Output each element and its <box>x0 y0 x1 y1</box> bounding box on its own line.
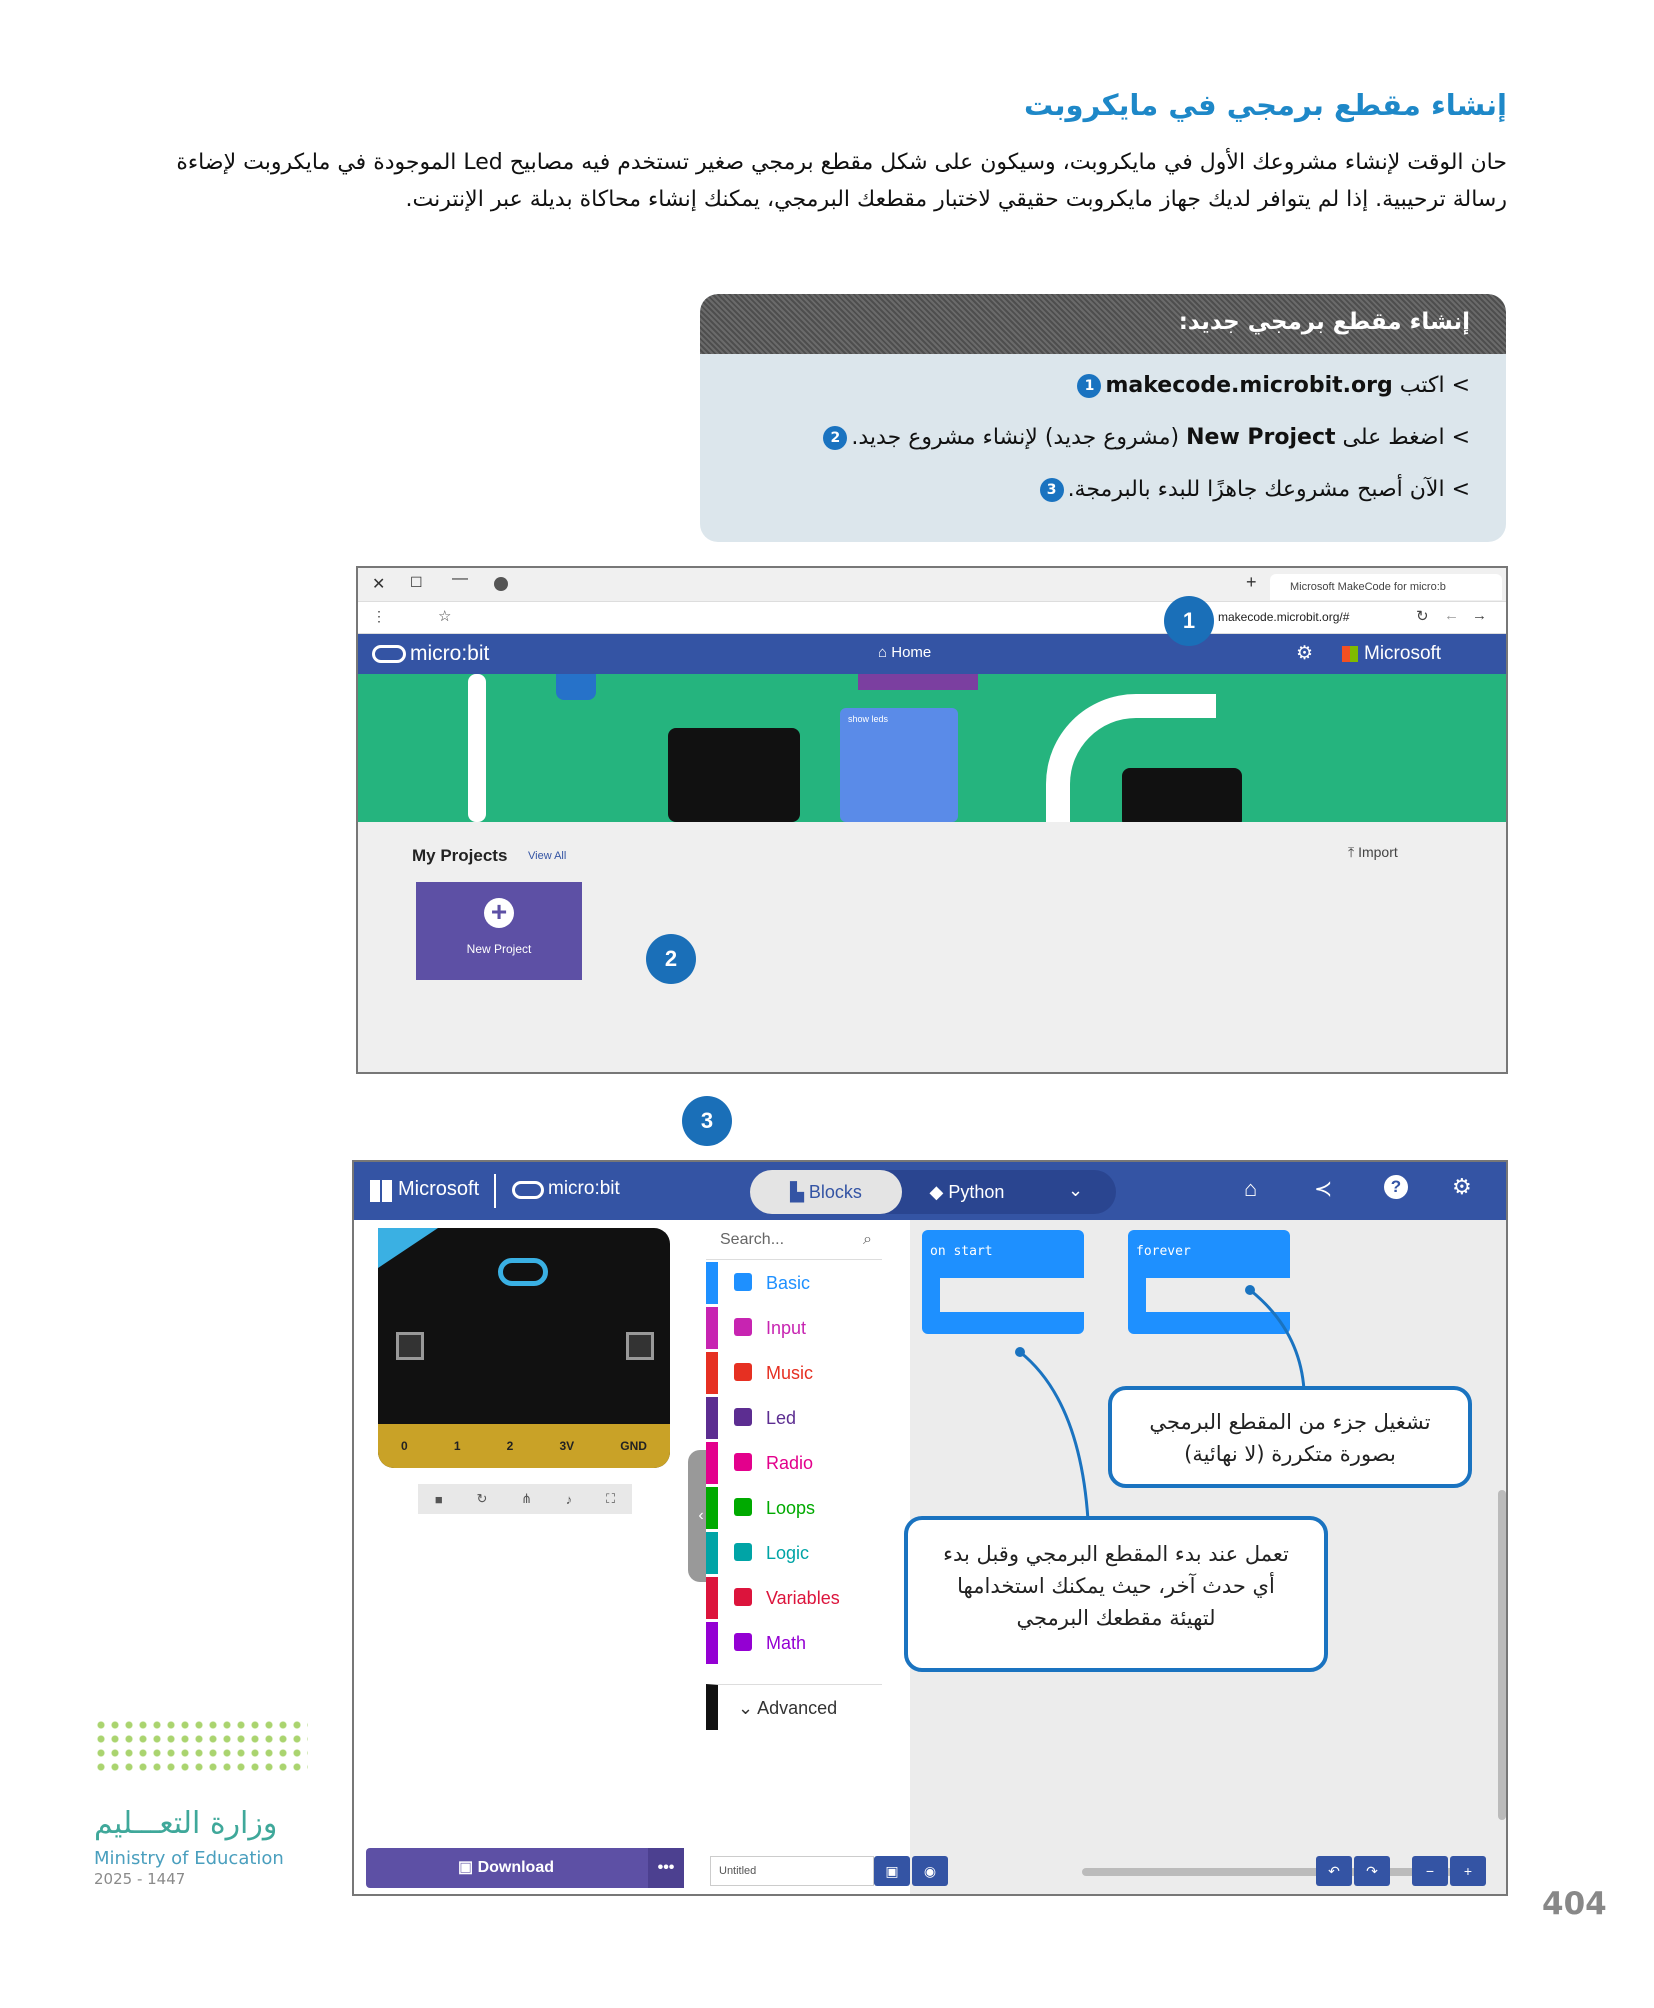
search-icon[interactable]: ⌕ <box>863 1231 872 1248</box>
import-button[interactable]: ⤒ Import <box>1348 844 1398 860</box>
ministry-dots-logo-icon <box>94 1718 308 1776</box>
forward-icon[interactable]: → <box>1472 607 1487 624</box>
chevron-down-icon: ⌄ <box>738 1698 754 1718</box>
category-label: Basic <box>766 1273 811 1293</box>
pin-1[interactable]: 1 <box>453 1439 461 1453</box>
category-label: Radio <box>766 1453 814 1473</box>
step-1-number: 1 <box>1077 374 1101 398</box>
step-2-number: 2 <box>823 426 847 450</box>
search-placeholder: Search... <box>720 1231 785 1248</box>
restart-icon[interactable]: ↻ <box>476 1491 488 1506</box>
share-icon[interactable]: ≺ <box>1314 1176 1333 1201</box>
step-1-text: > اكتب <box>1392 373 1470 398</box>
microsoft-brand: Microsoft <box>1364 643 1442 664</box>
undo-icon[interactable]: ↶ <box>1316 1856 1352 1886</box>
microbit-brand: micro:bit <box>548 1178 620 1199</box>
project-name-text: Untitled <box>719 1865 757 1877</box>
url-text[interactable]: makecode.microbit.org/# <box>1218 610 1350 624</box>
page-title: إنشاء مقطع برمجي في مايكروبت <box>1023 88 1507 122</box>
slow-mo-icon[interactable]: ⋔ <box>521 1491 532 1506</box>
settings-gear-icon[interactable]: ⚙ <box>1296 643 1314 664</box>
microbit-brand: micro:bit <box>410 642 490 665</box>
forever-note: تشغيل جزء من المقطع البرمجي بصورة متكررة (لا نهائية) <box>1108 1386 1472 1488</box>
back-icon[interactable]: ← <box>1444 607 1459 624</box>
pin-3v[interactable]: 3V <box>559 1439 575 1453</box>
more-options-icon[interactable]: ••• <box>648 1848 684 1888</box>
new-project-label: New Project <box>466 942 532 956</box>
ministry-year: 2025 - 1447 <box>94 1870 186 1888</box>
view-all-link[interactable]: View All <box>528 850 567 862</box>
close-window-icon[interactable]: ✕ <box>372 576 386 593</box>
step-2-suffix: (مشروع جديد) لإنشاء مشروع جديد. <box>851 425 1187 450</box>
forever-label: forever <box>1136 1244 1191 1259</box>
category-label: Input <box>766 1318 807 1338</box>
advanced-label: Advanced <box>757 1698 838 1718</box>
on-start-connector <box>1020 1352 1088 1520</box>
ministry-english: Ministry of Education <box>94 1848 284 1869</box>
category-label: Math <box>766 1633 807 1653</box>
intro-paragraph: حان الوقت لإنشاء مشروعك الأول في مايكروبت، وسيكون على شكل مقطع برمجي صغير تستخدم فيه مصابيح Led الموجودة في مايكروبت لإضاءة رسالة ترحيبية. إذا لم يتوافر لديك جهاز مايكروبت حقيقي لاختبار مقطعك البرمجي، يمكنك إنشاء محاكاة بديلة عبر الإنترنت. <box>176 150 1507 212</box>
on-start-label: on start <box>930 1244 993 1259</box>
forever-connector <box>1250 1290 1304 1390</box>
save-icon[interactable]: ▣ <box>874 1856 910 1886</box>
steps-title: إنشاء مقطع برمجي جديد: <box>700 294 1506 354</box>
step-1-bold: makecode.microbit.org <box>1105 373 1393 398</box>
tab-blocks[interactable]: ▙ Blocks <box>750 1170 902 1214</box>
bookmark-star-icon[interactable]: ☆ <box>438 608 452 625</box>
pin-gnd[interactable]: GND <box>620 1439 647 1453</box>
step-2-text: > اضغط على <box>1335 425 1470 450</box>
download-label: Download <box>477 1859 554 1876</box>
collapse-simulator-handle[interactable]: ‹ <box>688 1450 714 1582</box>
category-label: Logic <box>766 1543 810 1563</box>
settings-gear-icon[interactable]: ⚙ <box>1452 1174 1472 1199</box>
step-3-number: 3 <box>1040 478 1064 502</box>
mute-icon[interactable]: ♪ <box>565 1491 573 1507</box>
blocks-label: Blocks <box>808 1182 862 1202</box>
my-projects-heading: My Projects <box>412 846 508 865</box>
callout-3: 3 <box>682 1096 732 1146</box>
import-label: Import <box>1358 844 1398 860</box>
category-label: Led <box>766 1408 797 1428</box>
zoom-out-icon[interactable]: − <box>1412 1856 1448 1886</box>
page-number: 404 <box>1542 1886 1607 1922</box>
pin-0[interactable]: 0 <box>401 1439 408 1453</box>
fullscreen-icon[interactable]: ⛶ <box>605 1491 616 1506</box>
on-start-connector-dot <box>1015 1347 1025 1357</box>
category-label: Variables <box>766 1588 840 1608</box>
python-label: Python <box>948 1182 1005 1202</box>
redo-icon[interactable]: ↷ <box>1354 1856 1390 1886</box>
step-3-text: > الآن أصبح مشروعك جاهزًا للبدء بالبرمجة. <box>1067 477 1470 502</box>
on-start-note: تعمل عند بدء المقطع البرمجي وقبل بدء أي حدث آخر، حيث يمكنك استخدامها لتهيئة مقطعك البرمجي <box>904 1516 1328 1672</box>
home-label: Home <box>891 644 932 661</box>
ministry-arabic: وزارة التعـــليم <box>94 1806 278 1841</box>
reload-icon[interactable]: ↻ <box>1416 608 1429 625</box>
category-label: Music <box>766 1363 814 1383</box>
help-icon[interactable]: ? <box>1384 1175 1408 1199</box>
category-label: Loops <box>766 1498 816 1518</box>
forever-connector-dot <box>1245 1285 1255 1295</box>
chevron-down-icon[interactable]: ⌄ <box>1068 1180 1084 1200</box>
show-leds-label: show leds <box>848 714 889 724</box>
minimize-icon[interactable]: — <box>452 570 468 587</box>
tab-title: Microsoft MakeCode for micro:b <box>1290 581 1446 593</box>
plus-icon: + <box>484 898 514 928</box>
home-icon[interactable]: ⌂ <box>1244 1176 1258 1201</box>
download-icon: ▣ <box>458 1859 478 1876</box>
new-tab-icon[interactable]: + <box>1246 572 1257 592</box>
microsoft-label: Microsoft <box>398 1178 480 1200</box>
callout-2: 2 <box>646 934 696 984</box>
step-2-bold: New Project <box>1186 425 1336 450</box>
github-icon[interactable]: ◉ <box>912 1856 948 1886</box>
zoom-in-icon[interactable]: + <box>1450 1856 1486 1886</box>
menu-dots-icon[interactable]: ⋮ <box>372 608 386 624</box>
callout-1: 1 <box>1164 596 1214 646</box>
tab-python[interactable]: ◆ Python <box>929 1182 1005 1202</box>
home-link[interactable]: ⌂ Home <box>878 644 932 661</box>
pin-2[interactable]: 2 <box>506 1439 514 1453</box>
stop-icon[interactable]: ■ <box>434 1491 443 1507</box>
maximize-icon[interactable]: ☐ <box>410 574 423 590</box>
